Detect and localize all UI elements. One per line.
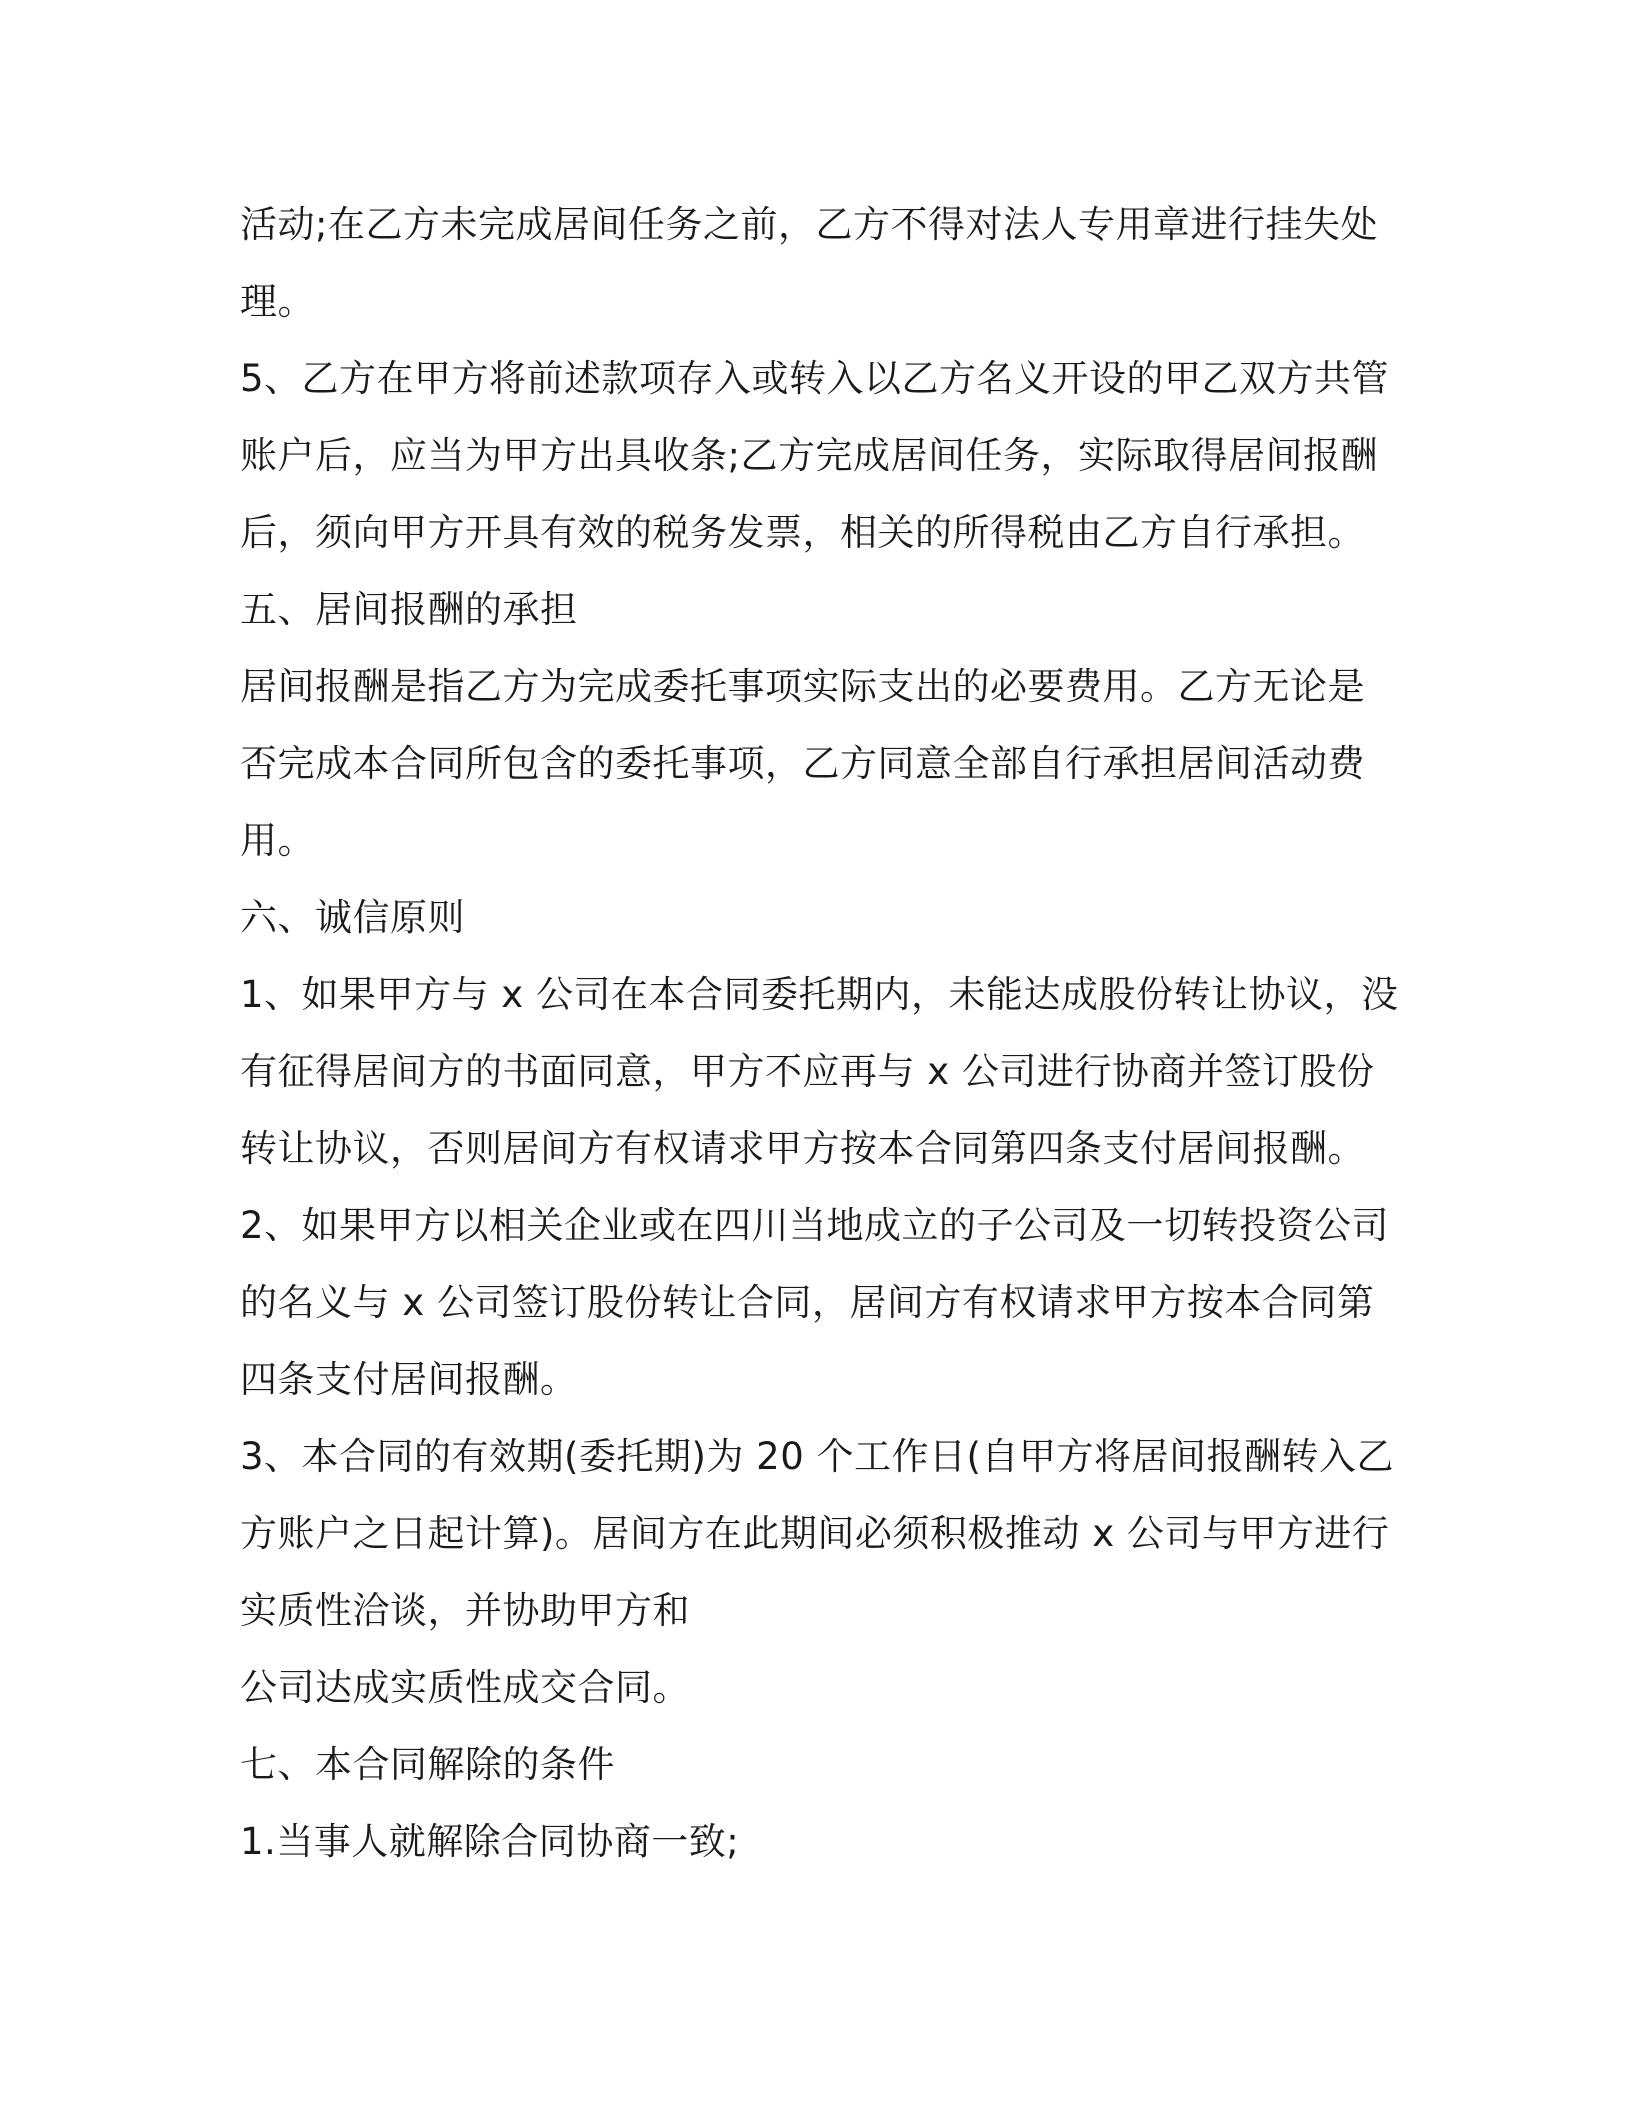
document-body [240, 186, 1400, 1880]
text-line: 3、本合同的有效期(委托期)为 20 个工作日(自甲方将居间报酬转入乙 [240, 1435, 1394, 1478]
section-heading: 六、诚信原则 [240, 896, 465, 939]
text-line: 实质性洽谈，并协助甲方和 [240, 1589, 690, 1632]
text-line: 方账户之日起计算)。居间方在此期间必须积极推动 x 公司与甲方进行 [240, 1512, 1390, 1555]
text-line: 后，须向甲方开具有效的税务发票，相关的所得税由乙方自行承担。 [240, 511, 1365, 554]
text-line: 有征得居间方的书面同意，甲方不应再与 x 公司进行协商并签订股份 [240, 1050, 1375, 1093]
text-line: 活动;在乙方未完成居间任务之前，乙方不得对法人专用章进行挂失处 [240, 203, 1378, 246]
text-line: 1.当事人就解除合同协商一致; [240, 1820, 740, 1863]
text-line: 5、乙方在甲方将前述款项存入或转入以乙方名义开设的甲乙双方共管 [240, 357, 1390, 400]
text-line: 公司达成实质性成交合同。 [240, 1666, 690, 1709]
text-line: 2、如果甲方以相关企业或在四川当地成立的子公司及一切转投资公司 [240, 1204, 1390, 1247]
text-line: 否完成本合同所包含的委托事项，乙方同意全部自行承担居间活动费 [240, 742, 1365, 785]
text-line: 的名义与 x 公司签订股份转让合同，居间方有权请求甲方按本合同第 [240, 1281, 1375, 1324]
text-line: 用。 [240, 819, 315, 862]
text-line: 1、如果甲方与 x 公司在本合同委托期内，未能达成股份转让协议，没 [240, 973, 1399, 1016]
text-line: 理。 [240, 280, 315, 323]
section-heading: 五、居间报酬的承担 [240, 588, 578, 631]
section-heading: 七、本合同解除的条件 [240, 1743, 615, 1786]
text-line: 转让协议，否则居间方有权请求甲方按本合同第四条支付居间报酬。 [240, 1127, 1365, 1170]
text-line: 四条支付居间报酬。 [240, 1358, 578, 1401]
text-line: 居间报酬是指乙方为完成委托事项实际支出的必要费用。乙方无论是 [240, 665, 1365, 708]
text-line: 账户后，应当为甲方出具收条;乙方完成居间任务，实际取得居间报酬 [240, 434, 1378, 477]
